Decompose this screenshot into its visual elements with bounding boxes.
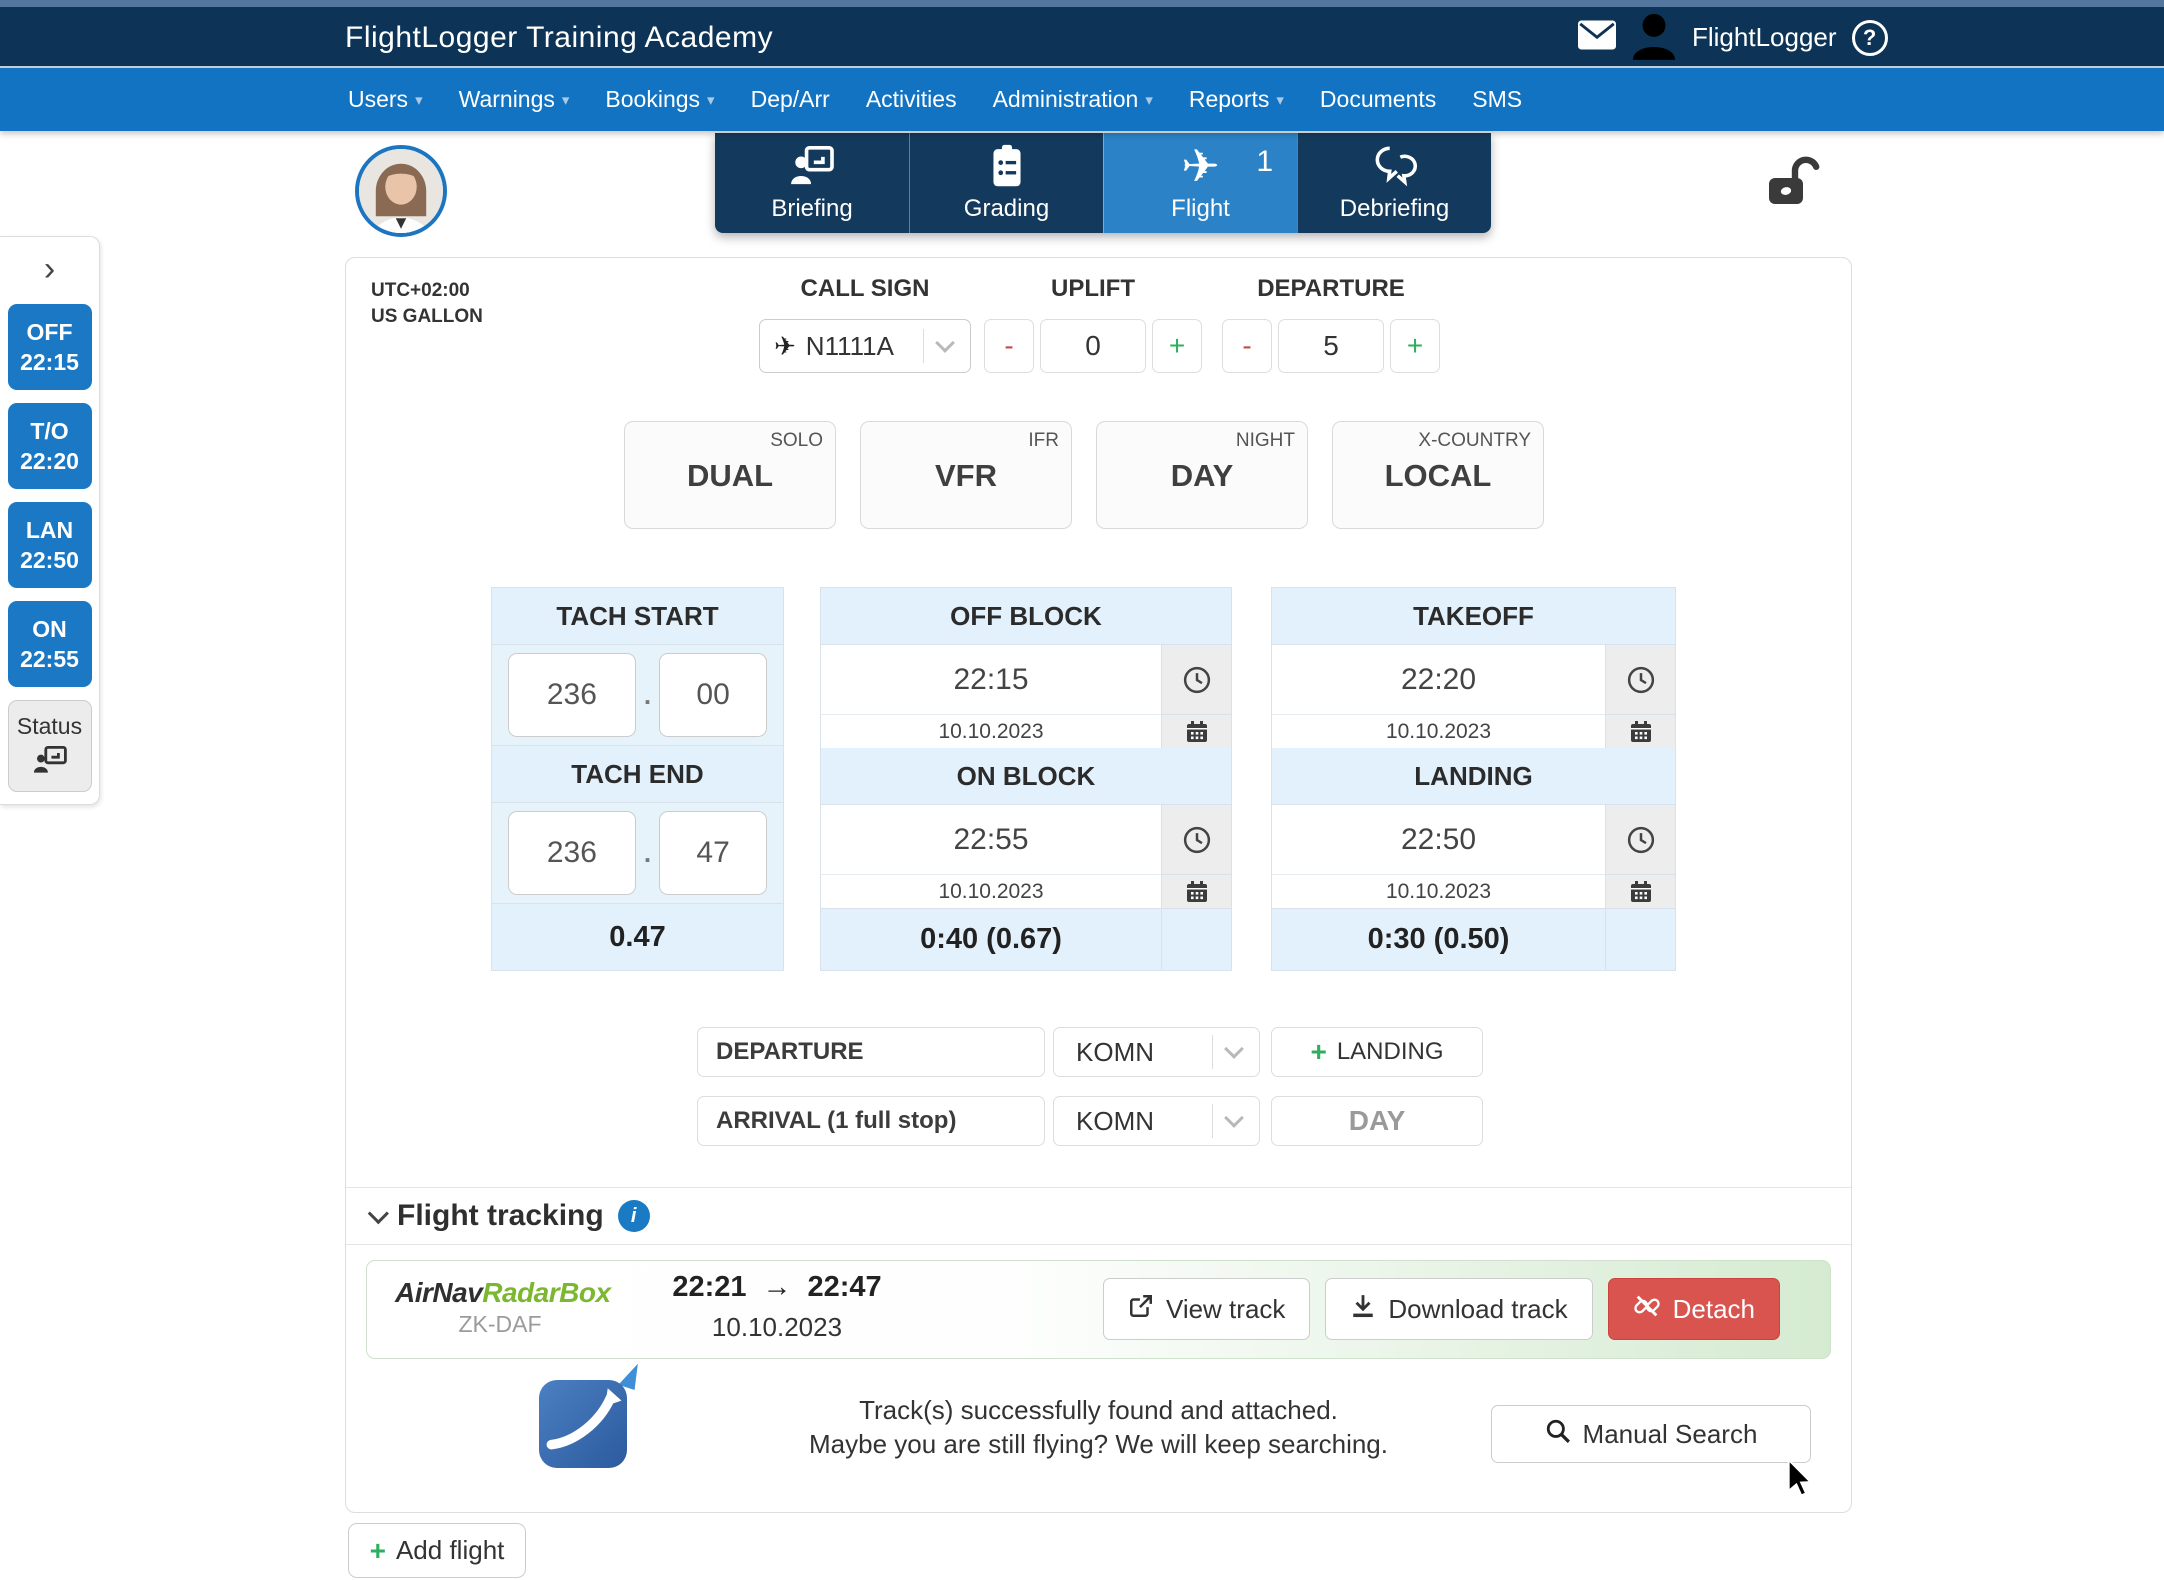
caret-down-icon: ▾ [415, 91, 423, 109]
uplift-plus-button[interactable]: + [1152, 319, 1202, 373]
external-link-icon [1128, 1293, 1154, 1326]
tach-total: 0.47 [492, 904, 783, 970]
nav-item-reports[interactable]: Reports ▾ [1188, 86, 1284, 112]
tach-end-header: TACH END [492, 746, 783, 802]
arrival-airport-label: ARRIVAL (1 full stop) [697, 1096, 1045, 1146]
radarbox-logo: AirNavRadarBox ZK-DAF [395, 1277, 611, 1337]
nav-item-dep-arr[interactable]: Dep/Arr [750, 86, 830, 112]
calendar-icon[interactable] [1605, 714, 1675, 748]
uplift-group [984, 275, 1202, 373]
tach-start-header: TACH START [492, 588, 783, 644]
clock-icon[interactable] [1161, 644, 1231, 714]
on-block-time[interactable]: 22:55 [821, 804, 1161, 874]
tach-table: TACH START 236 . 00 TACH END 236 . 47 0.47 [491, 587, 784, 971]
track-times: 22:21 → 22:47 10.10.2023 [617, 1271, 937, 1343]
nav-item-users[interactable]: Users ▾ [348, 86, 423, 112]
caret-down-icon: ▾ [1276, 91, 1284, 109]
tab-grading[interactable]: Grading [909, 133, 1103, 233]
callsign-select[interactable]: ✈ N1111A [759, 319, 971, 373]
nav-item-sms[interactable]: SMS [1472, 86, 1523, 112]
main-nav [0, 68, 2164, 131]
takeoff-date[interactable]: 10.10.2023 [1272, 714, 1605, 748]
fuel-unit-label: US GALLON [371, 306, 483, 327]
clock-icon[interactable] [1605, 644, 1675, 714]
plus-icon: + [369, 1534, 386, 1566]
add-landing-button[interactable]: + LANDING [1271, 1027, 1483, 1077]
status-presentation-icon [33, 746, 67, 780]
callsign-label: CALL SIGN [800, 275, 930, 302]
track-result-panel [366, 1260, 1831, 1359]
grading-icon [990, 143, 1024, 189]
lesson-tabs [715, 133, 1491, 233]
chevron-down-icon [935, 333, 955, 353]
nav-item-bookings[interactable]: Bookings ▾ [605, 86, 715, 112]
search-icon [1545, 1418, 1571, 1451]
user-menu-label[interactable]: FlightLogger [1692, 22, 1837, 52]
view-track-button[interactable]: View track [1103, 1278, 1310, 1340]
manual-search-button[interactable]: Manual Search [1491, 1405, 1811, 1463]
sidebar-expand-toggle[interactable]: › [43, 249, 56, 288]
off-block-time[interactable]: 22:15 [821, 644, 1161, 714]
plus-icon: + [1310, 1036, 1327, 1067]
tach-end-frac-input[interactable]: 47 [659, 811, 767, 895]
departure-minus-button[interactable]: - [1222, 319, 1272, 373]
topbar [0, 7, 2164, 68]
detach-track-button[interactable]: Detach [1608, 1278, 1780, 1340]
off-block-date[interactable]: 10.10.2023 [821, 714, 1161, 748]
nav-item-administration[interactable]: Administration ▾ [992, 86, 1153, 112]
departure-stepper [1222, 319, 1440, 373]
uplift-value[interactable]: 0 [1040, 319, 1146, 373]
uplift-label: UPLIFT [1051, 275, 1135, 302]
departure-value[interactable]: 5 [1278, 319, 1384, 373]
departure-fuel-group [1222, 275, 1440, 373]
clock-icon[interactable] [1605, 804, 1675, 874]
air-total: 0:30 (0.50) [1272, 908, 1605, 970]
flight-type-toggles [624, 421, 1544, 529]
on-block-header: ON BLOCK [821, 748, 1231, 804]
student-avatar[interactable] [355, 145, 447, 237]
takeoff-header: TAKEOFF [1272, 588, 1675, 644]
tach-start-whole-input[interactable]: 236 [508, 653, 636, 737]
briefing-icon [790, 143, 834, 189]
debriefing-icon [1372, 143, 1418, 189]
flight-tracking-title: Flight tracking [397, 1199, 604, 1232]
landing-header: LANDING [1272, 748, 1675, 804]
calendar-icon[interactable] [1161, 874, 1231, 908]
sidebar-status-button[interactable]: Status [8, 700, 92, 792]
sidebar-off-time-button[interactable]: OFF 22:15 [8, 304, 92, 390]
timezone-label: UTC+02:00 [371, 280, 470, 301]
topbar-right-cluster [1578, 7, 1888, 68]
info-icon[interactable]: i [618, 1200, 650, 1232]
off-block-header: OFF BLOCK [821, 588, 1231, 644]
units-meta [371, 278, 483, 330]
sidebar-landing-time-button[interactable]: LAN 22:50 [8, 502, 92, 588]
nav-item-warnings[interactable]: Warnings ▾ [458, 86, 570, 112]
departure-fuel-label: DEPARTURE [1257, 275, 1405, 302]
toggle-local-xcountry[interactable]: X-COUNTRY LOCAL [1332, 421, 1544, 529]
tach-end-whole-input[interactable]: 236 [508, 811, 636, 895]
landing-date[interactable]: 10.10.2023 [1272, 874, 1605, 908]
time-sidebar [0, 236, 100, 805]
mail-icon[interactable] [1578, 20, 1616, 55]
caret-down-icon: ▾ [707, 91, 715, 109]
track-status-text: Track(s) successfully found and attached. Maybe you are still flying? We will keep searching. [808, 1395, 1388, 1459]
help-icon[interactable]: ? [1852, 20, 1888, 56]
toggle-dual-solo[interactable]: SOLO DUAL [624, 421, 836, 529]
aircraft-registration: ZK-DAF [458, 1311, 542, 1337]
flight-tracking-header[interactable] [346, 1187, 1851, 1245]
download-icon [1350, 1293, 1376, 1326]
unlock-icon[interactable] [1765, 152, 1823, 219]
arrow-right-icon: → [762, 1271, 792, 1303]
arrival-airport-select[interactable]: KOMN [1053, 1096, 1260, 1146]
tab-briefing[interactable]: Briefing [715, 133, 909, 233]
caret-down-icon: ▾ [561, 91, 570, 109]
sidebar-takeoff-time-button[interactable]: T/O 22:20 [8, 403, 92, 489]
calendar-icon[interactable] [1161, 714, 1231, 748]
caret-down-icon: ▾ [1145, 91, 1153, 109]
block-times-table [820, 587, 1232, 971]
track-date: 10.10.2023 [711, 1312, 843, 1342]
user-avatar-icon[interactable] [1631, 10, 1677, 65]
window-top-strip [0, 0, 2164, 7]
flight-count-badge: 1 [1256, 145, 1273, 178]
on-block-date[interactable]: 10.10.2023 [821, 874, 1161, 908]
departure-airport-label: DEPARTURE [697, 1027, 1045, 1077]
chevron-down-icon [368, 1203, 389, 1224]
unlink-icon [1633, 1292, 1661, 1327]
toggle-day-night[interactable]: NIGHT DAY [1096, 421, 1308, 529]
nav-item-activities[interactable]: Activities [865, 86, 957, 112]
plane-icon: ✈ [774, 330, 796, 361]
calendar-icon[interactable] [1605, 874, 1675, 908]
nav-item-documents[interactable]: Documents [1319, 86, 1437, 112]
add-flight-button[interactable]: + Add flight [348, 1523, 526, 1578]
app-title: FlightLogger Training Academy [345, 21, 774, 54]
takeoff-time[interactable]: 22:20 [1272, 644, 1605, 714]
landing-day-button[interactable]: DAY [1271, 1096, 1483, 1146]
air-times-table [1271, 587, 1676, 971]
download-track-button[interactable]: Download track [1325, 1278, 1592, 1340]
flight-form-card [345, 257, 1852, 1513]
block-total: 0:40 (0.67) [821, 908, 1161, 970]
callsign-group [759, 275, 971, 373]
tach-start-frac-input[interactable]: 00 [659, 653, 767, 737]
plane-icon: ✈ [1181, 140, 1220, 192]
mouse-cursor [1786, 1460, 1820, 1505]
toggle-vfr-ifr[interactable]: IFR VFR [860, 421, 1072, 529]
departure-airport-select[interactable]: KOMN [1053, 1027, 1260, 1077]
tab-debriefing[interactable]: Debriefing [1297, 133, 1491, 233]
landing-time[interactable]: 22:50 [1272, 804, 1605, 874]
uplift-stepper [984, 319, 1202, 373]
sidebar-on-time-button[interactable]: ON 22:55 [8, 601, 92, 687]
chevron-down-icon [1224, 1108, 1244, 1128]
departure-plus-button[interactable]: + [1390, 319, 1440, 373]
clock-icon[interactable] [1161, 804, 1231, 874]
uplift-minus-button[interactable]: - [984, 319, 1034, 373]
tab-flight[interactable]: 1 ✈ Flight [1103, 133, 1297, 233]
chevron-down-icon [1224, 1039, 1244, 1059]
